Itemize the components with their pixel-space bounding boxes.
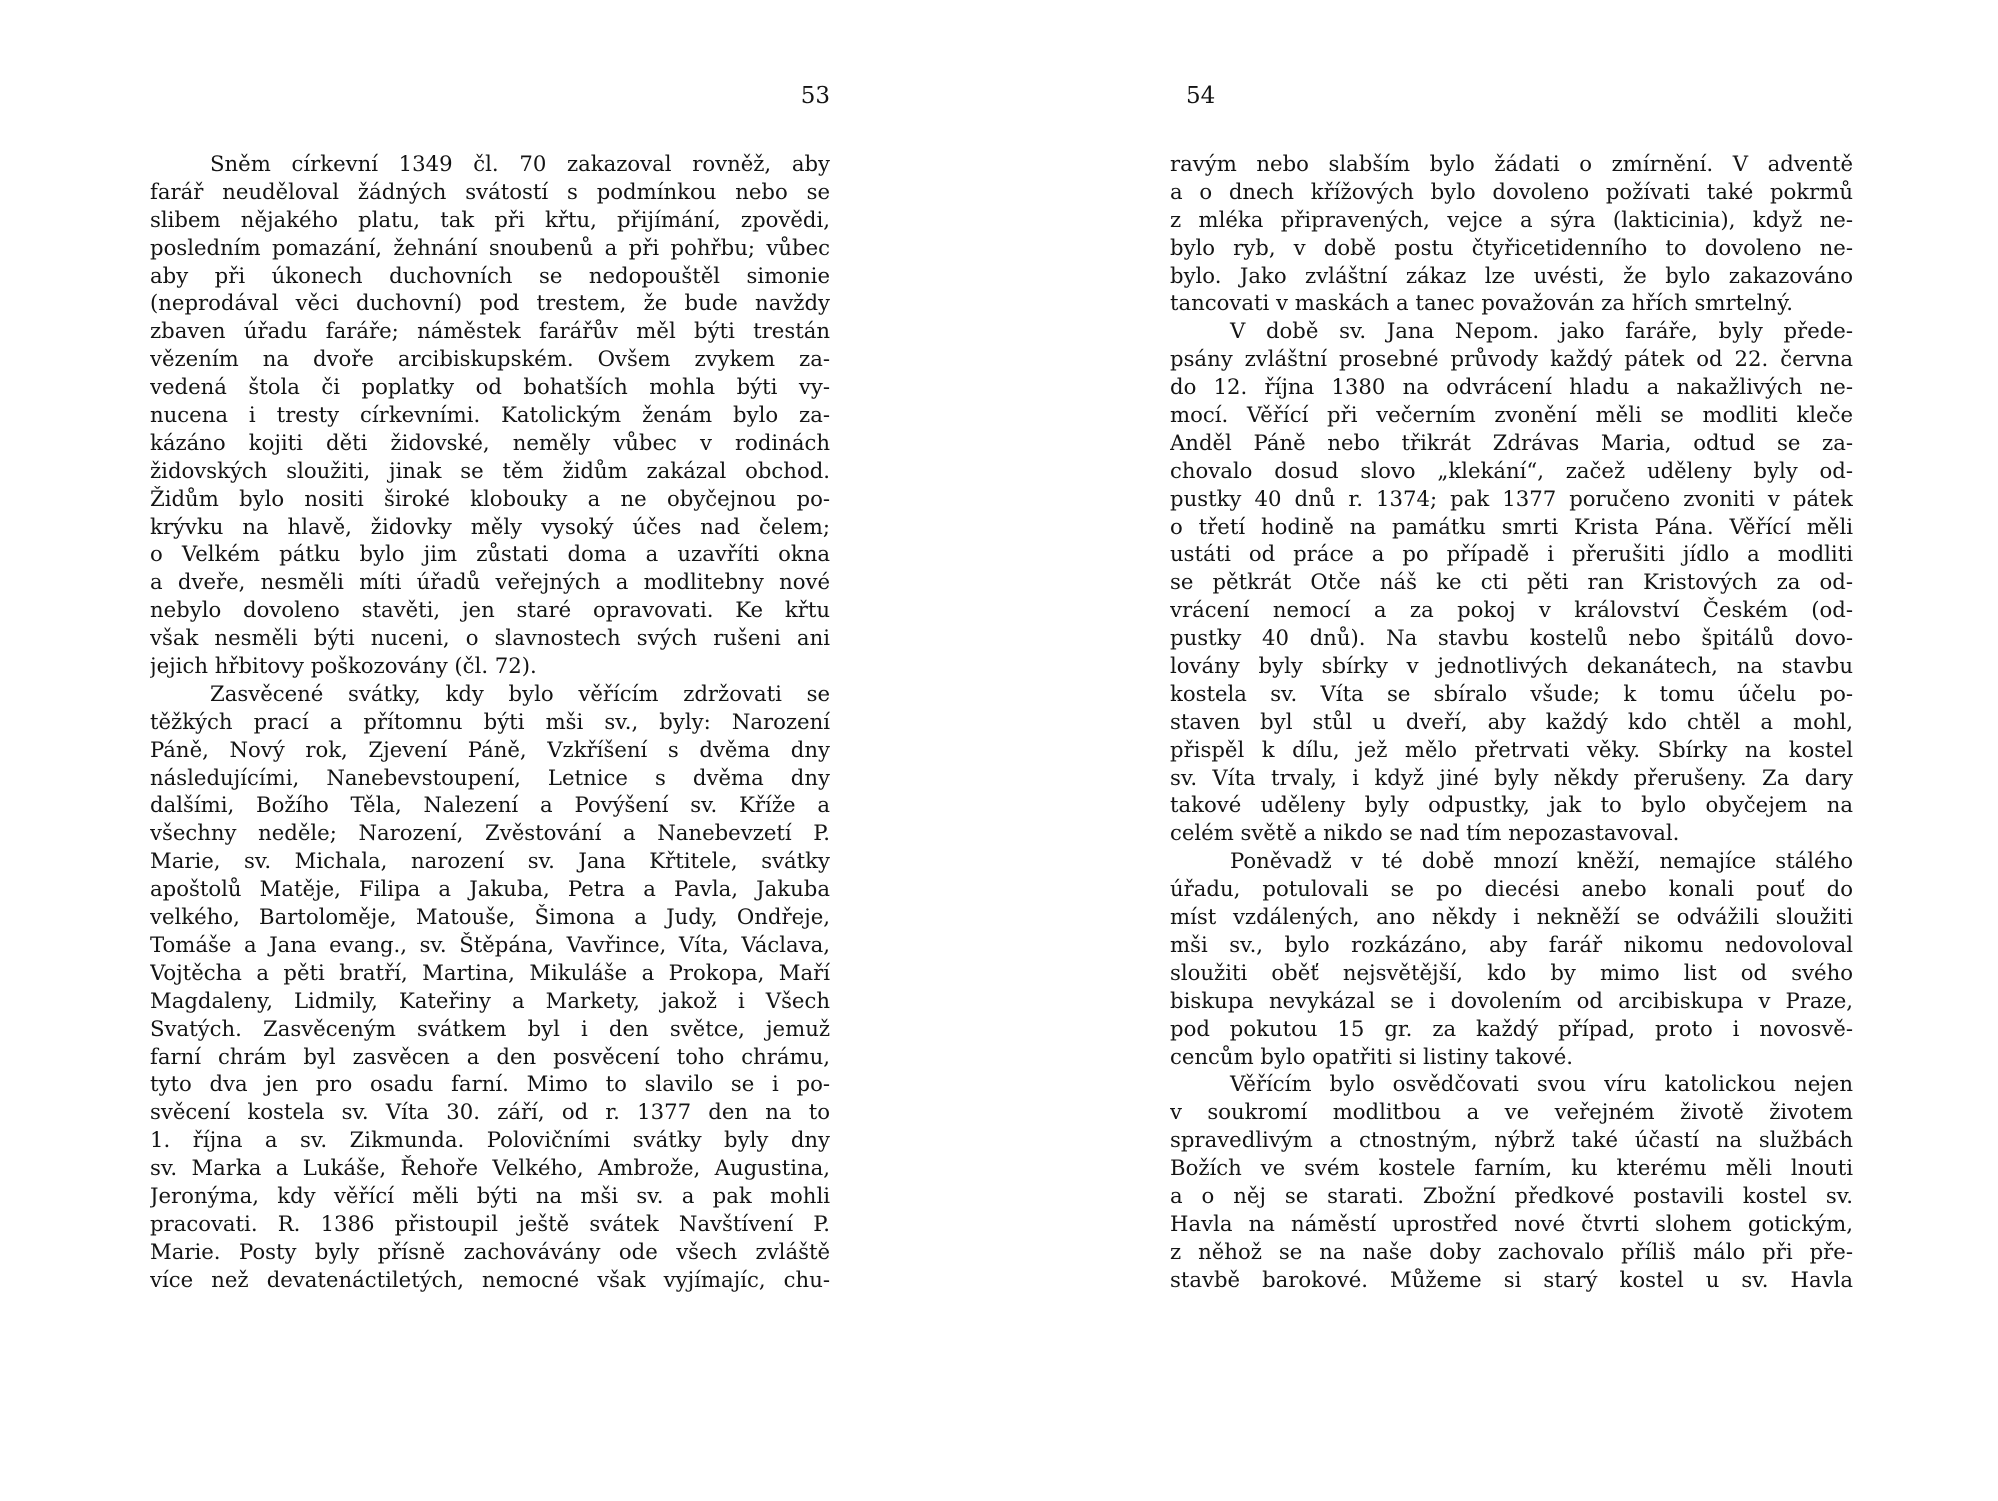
text-line: a dveře, nesměli míti úřadů veřejných a modlitebny nové — [150, 569, 830, 595]
text-column — [1170, 150, 1853, 1294]
text-line: v soukromí modlitbou a ve veřejném životě životem — [1170, 1099, 1853, 1125]
text-line: o třetí hodině na památku smrti Krista Pána. Věřící měli — [1170, 513, 1853, 539]
text-line: míst vzdálených, ano někdy i nekněží se odvážili sloužiti — [1170, 904, 1853, 930]
text-line: se pětkrát Otče náš ke cti pěti ran Kristových za od- — [1170, 569, 1853, 595]
text-line: zbaven úřadu faráře; náměstek farářův měl býti trestán — [150, 318, 830, 344]
text-line: posledním pomazání, žehnání snoubenů a při pohřbu; vůbec — [150, 234, 830, 260]
text-line: pod pokutou 15 gr. za každý případ, proto i novosvě- — [1170, 1015, 1853, 1041]
text-line: a o něj se starati. Zbožní předkové postavili kostel sv. — [1170, 1182, 1853, 1208]
text-line: bylo ryb, v době postu čtyřicetidenního to dovoleno ne- — [1170, 234, 1853, 260]
text-line: a o dnech křížových bylo dovoleno požívati také pokrmů — [1170, 178, 1853, 204]
text-line: farní chrám byl zasvěcen a den posvěcení toho chrámu, — [150, 1043, 830, 1069]
left-page — [150, 0, 830, 1501]
text-line: farář neuděloval žádných svátostí s podmínkou nebo se — [150, 178, 830, 204]
text-line: mši sv., bylo rozkázáno, aby farář nikomu nedovoloval — [1170, 931, 1853, 957]
text-line: židovských sloužiti, jinak se těm židům zakázal obchod. — [150, 457, 830, 483]
text-line: mocí. Věřící při večerním zvonění měli se modliti kleče — [1170, 402, 1853, 428]
text-line: Zasvěcené svátky, kdy bylo věřícím zdržovati se — [210, 680, 830, 706]
text-line: tancovati v maskách a tanec považován za hřích smrtelný. — [1170, 290, 1793, 316]
text-line: Jeronýma, kdy věřící měli býti na mši sv. a pak mohli — [150, 1182, 830, 1208]
text-line: spravedlivým a ctnostným, nýbrž také účastí na službách — [1170, 1127, 1853, 1153]
text-line: vedená štola či poplatky od bohatších mohla býti vy- — [150, 374, 830, 400]
text-line: lovány byly sbírky v jednotlivých dekanátech, na stavbu — [1170, 653, 1853, 679]
text-line: kázáno kojiti děti židovské, neměly vůbec v rodinách — [150, 429, 830, 455]
text-line: sv. Víta trvaly, i když jiné byly někdy přerušeny. Za dary — [1170, 764, 1853, 790]
text-line: chovalo dosud slovo „klekání“, začež uděleny byly od- — [1170, 457, 1853, 483]
text-line: Svatých. Zasvěceným svátkem byl i den světce, jemuž — [150, 1015, 830, 1041]
text-line: stavbě barokové. Můžeme si starý kostel u sv. Havla — [1170, 1266, 1853, 1292]
text-line: bylo. Jako zvláštní zákaz lze uvésti, že bylo zakazováno — [1170, 262, 1853, 288]
text-line: biskupa nevykázal se i dovolením od arcibiskupa v Praze, — [1170, 987, 1853, 1013]
text-line: ravým nebo slabším bylo žádati o zmírnění. V adventě — [1170, 151, 1853, 176]
text-line: takové uděleny byly odpustky, jak to bylo obyčejem na — [1170, 792, 1853, 818]
text-line: Havla na náměstí uprostřed nové čtvrti slohem gotickým, — [1170, 1210, 1853, 1236]
text-line: velkého, Bartoloměje, Matouše, Šimona a Judy, Ondřeje, — [150, 904, 830, 930]
text-line: Vojtěcha a pěti bratří, Martina, Mikuláše a Prokopa, Maří — [150, 959, 830, 985]
text-line: vězením na dvoře arcibiskupském. Ovšem zvykem za- — [150, 346, 830, 372]
text-line: Tomáše a Jana evang., sv. Štěpána, Vavřince, Víta, Václava, — [150, 931, 830, 957]
text-line: nebylo dovoleno stavěti, jen staré opravovati. Ke křtu — [150, 597, 830, 623]
text-line: dalšími, Božího Těla, Nalezení a Povýšení sv. Kříže a — [150, 792, 830, 818]
text-line: Marie, sv. Michala, narození sv. Jana Křtitele, svátky — [150, 848, 830, 874]
text-line: Marie. Posty byly přísně zachovávány ode všech zvláště — [150, 1238, 830, 1264]
text-line: Božích ve svém kostele farním, ku kterému měli lnouti — [1170, 1155, 1853, 1181]
text-line: slibem nějakého platu, tak při křtu, přijímání, zpovědi, — [150, 206, 830, 232]
text-line: kostela sv. Víta se sbíralo všude; k tomu účelu po- — [1170, 680, 1853, 706]
text-line: vrácení nemocí a za pokoj v království Českém (od- — [1170, 597, 1853, 623]
text-line: těžkých prací a přítomnu býti mši sv., byly: Narození — [150, 708, 830, 734]
text-line: jejich hřbitovy poškozovány (čl. 72). — [150, 653, 537, 679]
text-line: Páně, Nový rok, Zjevení Páně, Vzkříšení s dvěma dny — [150, 736, 830, 762]
text-line: (neprodával věci duchovní) pod trestem, že bude navždy — [150, 290, 830, 316]
text-line: následujícími, Nanebevstoupení, Letnice s dvěma dny — [150, 764, 830, 790]
page-number: 53 — [800, 83, 830, 109]
text-line: přispěl k dílu, jež mělo přetrvati věky. Sbírky na kostel — [1170, 736, 1853, 762]
text-line: do 12. října 1380 na odvrácení hladu a nakažlivých ne- — [1170, 374, 1853, 400]
text-line: ustáti od práce a po případě i přerušiti jídlo a modliti — [1170, 541, 1853, 567]
text-line: Poněvadž v té době mnozí kněží, nemajíce stálého — [1230, 848, 1853, 874]
text-column — [150, 150, 830, 1294]
text-line: sv. Marka a Lukáše, Řehoře Velkého, Ambrože, Augustina, — [150, 1155, 830, 1181]
text-line: aby při úkonech duchovních se nedopouštěl simonie — [150, 262, 830, 288]
text-line: celém světě a nikdo se nad tím nepozastavoval. — [1170, 820, 1680, 846]
text-line: tyto dva jen pro osadu farní. Mimo to slavilo se i po- — [150, 1071, 830, 1097]
text-line: sloužiti oběť nejsvětější, kdo by mimo list od svého — [1170, 959, 1853, 985]
text-line: cencům bylo opatřiti si listiny takové. — [1170, 1043, 1574, 1069]
right-page — [1170, 0, 1853, 1501]
text-line: staven byl stůl u dveří, aby každý kdo chtěl a mohl, — [1170, 708, 1853, 734]
text-line: nucena i tresty církevními. Katolickým ženám bylo za- — [150, 402, 830, 428]
text-line: o Velkém pátku bylo jim zůstati doma a uzavříti okna — [150, 541, 830, 567]
page-number: 54 — [1186, 83, 1216, 109]
text-line: Věřícím bylo osvědčovati svou víru katolickou nejen — [1230, 1071, 1853, 1097]
text-line: úřadu, potulovali se po diecési anebo konali pouť do — [1170, 876, 1853, 902]
text-line: však nesměli býti nuceni, o slavnostech svých rušeni ani — [150, 625, 830, 651]
text-line: Magdaleny, Lidmily, Kateřiny a Markety, jakož i Všech — [150, 987, 830, 1013]
text-line: pustky 40 dnů r. 1374; pak 1377 poručeno zvoniti v pátek — [1170, 485, 1853, 511]
text-line: Židům bylo nositi široké klobouky a ne obyčejnou po- — [150, 485, 830, 511]
text-line: psány zvláštní prosebné průvody každý pátek od 22. června — [1170, 346, 1853, 372]
text-line: V době sv. Jana Nepom. jako faráře, byly přede- — [1230, 318, 1853, 344]
text-line: Anděl Páně nebo třikrát Zdrávas Maria, odtud se za- — [1170, 429, 1853, 455]
text-line: 1. října a sv. Zikmunda. Polovičními svátky byly dny — [150, 1127, 830, 1153]
text-line: svěcení kostela sv. Víta 30. září, od r. 1377 den na to — [150, 1099, 830, 1125]
text-line: z mléka připravených, vejce a sýra (lakticinia), když ne- — [1170, 206, 1853, 232]
text-line: všechny neděle; Narození, Zvěstování a Nanebevzetí P. — [150, 820, 830, 846]
text-line: pustky 40 dnů). Na stavbu kostelů nebo špitálů dovo- — [1170, 625, 1853, 651]
text-line: Sněm církevní 1349 čl. 70 zakazoval rovněž, aby — [210, 151, 830, 176]
text-line: pracovati. R. 1386 přistoupil ještě svátek Navštívení P. — [150, 1210, 830, 1236]
text-line: více než devatenáctiletých, nemocné však vyjímajíc, chu- — [150, 1266, 830, 1292]
text-line: z něhož se na naše doby zachovalo příliš málo při pře- — [1170, 1238, 1853, 1264]
text-line: apoštolů Matěje, Filipa a Jakuba, Petra a Pavla, Jakuba — [150, 876, 830, 902]
text-line: krývku na hlavě, židovky měly vysoký účes nad čelem; — [150, 513, 830, 539]
